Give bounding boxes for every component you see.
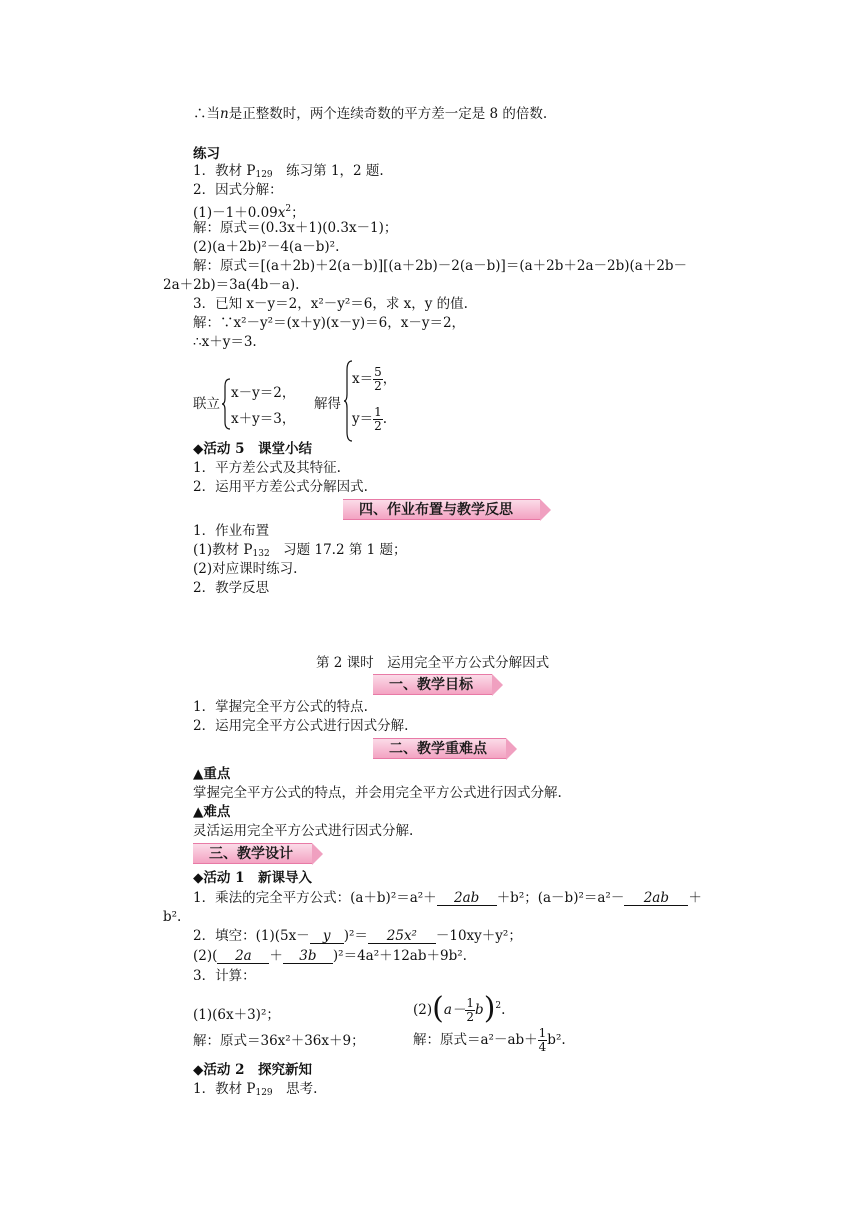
solution-y: y＝ $\frac{1}{2}$ . <box>352 405 388 433</box>
fraction-one-half: $\frac{1}{2}$ <box>374 405 382 433</box>
calc-question-2: (2)(a－ $\frac{1}{2}$ b)$^2$. <box>413 991 506 1026</box>
combine-label: 联立 <box>193 396 220 412</box>
blank-answer: 2ab <box>624 891 688 906</box>
activity1-question-2: 2．填空：(1)(5x－ y )²＝ 25x² －10xy＋y²； <box>193 928 522 944</box>
goal-item-1: 1．掌握完全平方公式的特点. <box>193 699 368 715</box>
left-brace-icon <box>221 378 231 430</box>
practice-solution-2-line1: 解：原式＝[(a＋2b)＋2(a－b)][(a＋2b)－2(a－b)]＝(a＋2b＋2a－2b)(a＋2b－ <box>193 258 688 274</box>
practice-item-1: 1．教材 $P_{129}$ 练习第 1，2 题. <box>193 163 384 180</box>
practice-solution-3-line1: 解：∵x²－y²＝(x＋y)(x－y)＝6，x－y＝2， <box>193 315 466 331</box>
activity1-question-3: 3．计算： <box>193 968 256 984</box>
activity5-item-2: 2．运用平方差公式分解因式. <box>193 479 368 495</box>
practice-question-1: $(1)-1+0.09x^2$； <box>193 204 305 221</box>
fraction-five-halves: $\frac{5}{2}$ <box>374 365 382 393</box>
key-point-title: ▲重点 <box>193 766 231 782</box>
left-paren-icon: ( <box>432 991 444 1026</box>
solve-label: 解得 <box>314 396 341 412</box>
practice-solution-3-line2: ∴x＋y＝3. <box>193 334 257 350</box>
calc-answer-2: 解：原式＝a²－ab＋ $\frac{1}{4}$ b². <box>413 1026 566 1054</box>
homework-item-1: 1．作业布置 <box>193 523 270 539</box>
practice-solution-2-line2: 2a＋2b)＝3a(4b－a). <box>163 277 300 293</box>
activity1-title: ◆活动 1 新课导入 <box>193 870 312 886</box>
homework-sub-2: (2)对应课时练习. <box>193 561 298 577</box>
difficult-point-text: 灵活运用完全平方公式进行因式分解. <box>193 823 414 839</box>
equation-1: x－y＝2， <box>231 385 296 401</box>
calc-question-1: (1)(6x＋3)²； <box>193 1007 280 1023</box>
fraction-one-quarter: $\frac{1}{4}$ <box>538 1026 547 1054</box>
key-point-text: 掌握完全平方公式的特点，并会用完全平方公式进行因式分解. <box>193 785 562 801</box>
activity1-question-1: 1．乘法的完全平方公式：(a＋b)²＝a²＋ 2ab ＋b²；(a－b)²＝a²－ 2ab ＋ <box>193 890 702 906</box>
homework-item-2: 2．教学反思 <box>193 580 270 596</box>
activity5-item-1: 1．平方差公式及其特征. <box>193 460 341 476</box>
lesson2-title: 第 2 课时 运用完全平方公式分解因式 <box>316 655 550 671</box>
fraction-one-half: $\frac{1}{2}$ <box>466 996 475 1024</box>
blank-answer: 2ab <box>437 891 497 906</box>
blank-answer: 2a <box>217 949 269 964</box>
banner-teaching-goals: 一、教学目标 <box>373 674 492 695</box>
banner-key-difficult-points: 二、教学重难点 <box>373 738 506 759</box>
goal-item-2: 2．运用完全平方公式进行因式分解. <box>193 718 409 734</box>
homework-sub-1: (1)教材 $P_{132}$ 习题 17.2 第 1 题； <box>193 542 407 559</box>
blank-answer: 25x² <box>368 929 436 944</box>
difficult-point-title: ▲难点 <box>193 804 231 820</box>
conclusion-line: ∴当n是正整数时，两个连续奇数的平方差一定是 8 的倍数. <box>193 106 548 122</box>
equation-2: x＋y＝3， <box>231 411 296 427</box>
blank-answer: y <box>310 929 344 944</box>
activity1-question-2b: (2)( 2a ＋ 3b )²＝4a²＋12ab＋9b². <box>193 948 467 964</box>
practice-question-2: (2)(a＋2b)²－4(a－b)². <box>193 239 340 255</box>
activity2-title: ◆活动 2 探究新知 <box>193 1062 312 1078</box>
practice-item-2: 2．因式分解： <box>193 182 283 198</box>
right-paren-icon: ) <box>483 991 496 1026</box>
practice-title: 练习 <box>193 146 220 162</box>
calc-answer-1: 解：原式＝36x²＋36x＋9； <box>193 1033 365 1049</box>
activity1-question-1-wrap: b². <box>163 909 182 925</box>
banner-homework-reflection: 四、作业布置与教学反思 <box>343 499 540 520</box>
practice-solution-1: 解：原式＝(0.3x＋1)(0.3x－1)； <box>193 220 398 236</box>
solution-x: x＝ $\frac{5}{2}$ ， <box>352 365 397 393</box>
activity2-item-1: 1．教材 $P_{129}$ 思考. <box>193 1081 318 1098</box>
blank-answer: 3b <box>283 949 333 964</box>
practice-question-3: 3．已知 x－y＝2，x²－y²＝6，求 x，y 的值. <box>193 296 468 312</box>
banner-teaching-design: 三、教学设计 <box>193 843 312 864</box>
activity5-title: ◆活动 5 课堂小结 <box>193 441 312 457</box>
